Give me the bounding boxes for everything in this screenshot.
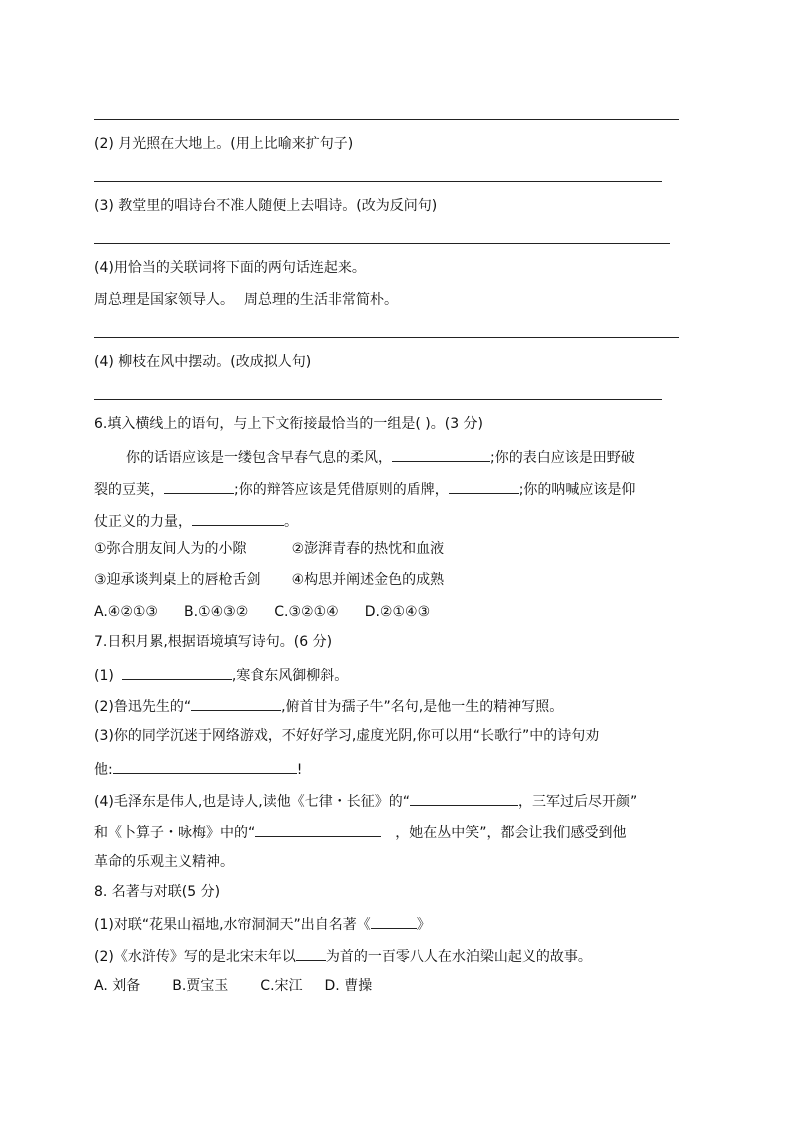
q7-item3-line2: 他: ! <box>94 758 302 780</box>
q6-options-row2 <box>94 570 444 590</box>
fill-blank[interactable] <box>122 664 232 680</box>
sentence-a: 周总理是国家领导人。 <box>94 292 234 308</box>
sentence-b: 周总理的生活非常简朴。 <box>244 292 398 308</box>
q5-item3: (3) 教堂里的唱诗台不准人随便上去唱诗。(改为反问句) <box>94 198 438 214</box>
q8-title: 8. 名著与对联(5 分) <box>94 884 221 900</box>
choice-b[interactable]: B.贾宝玉 <box>172 978 229 994</box>
q7-title: 7.日积月累,根据语境填写诗句。(6 分) <box>94 634 333 650</box>
q6-passage-line2: 裂的豆荚， ;你的辩答应该是凭借原则的盾牌， ;你的呐喊应该是仰 <box>94 478 635 500</box>
choice-c[interactable]: C.③②①④ <box>274 604 339 620</box>
q6-title: 6.填入横线上的语句，与上下文衔接最恰当的一组是( )。(3 分) <box>94 416 484 432</box>
option-1: ①弥合朋友间人为的小隙 <box>94 541 247 557</box>
answer-line <box>94 399 662 400</box>
q5-item4-sentences <box>94 290 398 310</box>
q6-choices <box>94 602 430 622</box>
choice-a[interactable]: A.④②①③ <box>94 604 158 620</box>
fill-blank[interactable] <box>191 695 281 711</box>
fill-blank[interactable] <box>164 478 234 494</box>
choice-d[interactable]: D. 曹操 <box>324 978 373 994</box>
fill-blank[interactable] <box>392 446 490 462</box>
q7-item1: (1) ,寒食东风御柳斜。 <box>94 664 348 686</box>
q6-passage-line3: 仗正义的力量， 。 <box>94 510 298 532</box>
q8-item2: (2)《水浒传》写的是北宋末年以 为首的一百零八人在水泊梁山起义的故事。 <box>94 945 592 967</box>
q7-item4-line2: 和《卜算子・咏梅》中的“ ，她在丛中笑”，都会让我们感受到他 <box>94 821 627 843</box>
q8-choices <box>94 976 372 996</box>
option-2: ②澎湃青春的热忱和血液 <box>291 541 445 557</box>
fill-blank[interactable] <box>255 821 381 837</box>
q6-options-row1 <box>94 539 444 559</box>
answer-line <box>94 243 670 244</box>
fill-blank[interactable] <box>371 913 417 929</box>
q7-item3-line1: (3)你的同学沉迷于网络游戏，不好好学习,虚度光阴,你可以用“长歌行”中的诗句劝 <box>94 728 600 744</box>
fill-blank[interactable] <box>113 758 297 774</box>
fill-blank[interactable] <box>192 510 284 526</box>
fill-blank[interactable] <box>410 790 518 806</box>
answer-line <box>94 119 679 120</box>
choice-d[interactable]: D.②①④③ <box>364 604 431 620</box>
q5-item5: (4) 柳枝在风中摆动。(改成拟人句) <box>94 354 312 370</box>
q7-item2: (2)鲁迅先生的“ ,俯首甘为孺子牛”名句,是他一生的精神写照。 <box>94 695 563 717</box>
q6-passage-line1: 你的话语应该是一缕包含早春气息的柔风， ;你的表白应该是田野破 <box>126 446 635 468</box>
q5-item2: (2) 月光照在大地上。(用上比喻来扩句子) <box>94 136 354 152</box>
q8-item1: (1)对联“花果山福地,水帘洞洞天”出自名著《 》 <box>94 913 431 935</box>
choice-a[interactable]: A. 刘备 <box>94 978 141 994</box>
option-4: ④构思并阐述金色的成熟 <box>291 572 445 588</box>
choice-c[interactable]: C.宋江 <box>260 978 303 994</box>
answer-line <box>94 337 679 338</box>
choice-b[interactable]: B.①④③② <box>183 604 249 620</box>
q5-item4-title: (4)用恰当的关联词将下面的两句话连起来。 <box>94 260 366 276</box>
answer-line <box>94 181 662 182</box>
fill-blank[interactable] <box>449 478 519 494</box>
q7-item4-line3: 革命的乐观主义精神。 <box>94 854 234 870</box>
q7-item4-line1: (4)毛泽东是伟人,也是诗人,读他《七律・长征》的“ ，三军过后尽开颜” <box>94 790 637 812</box>
fill-blank[interactable] <box>296 945 326 961</box>
option-3: ③迎承谈判桌上的唇枪舌剑 <box>94 572 261 588</box>
